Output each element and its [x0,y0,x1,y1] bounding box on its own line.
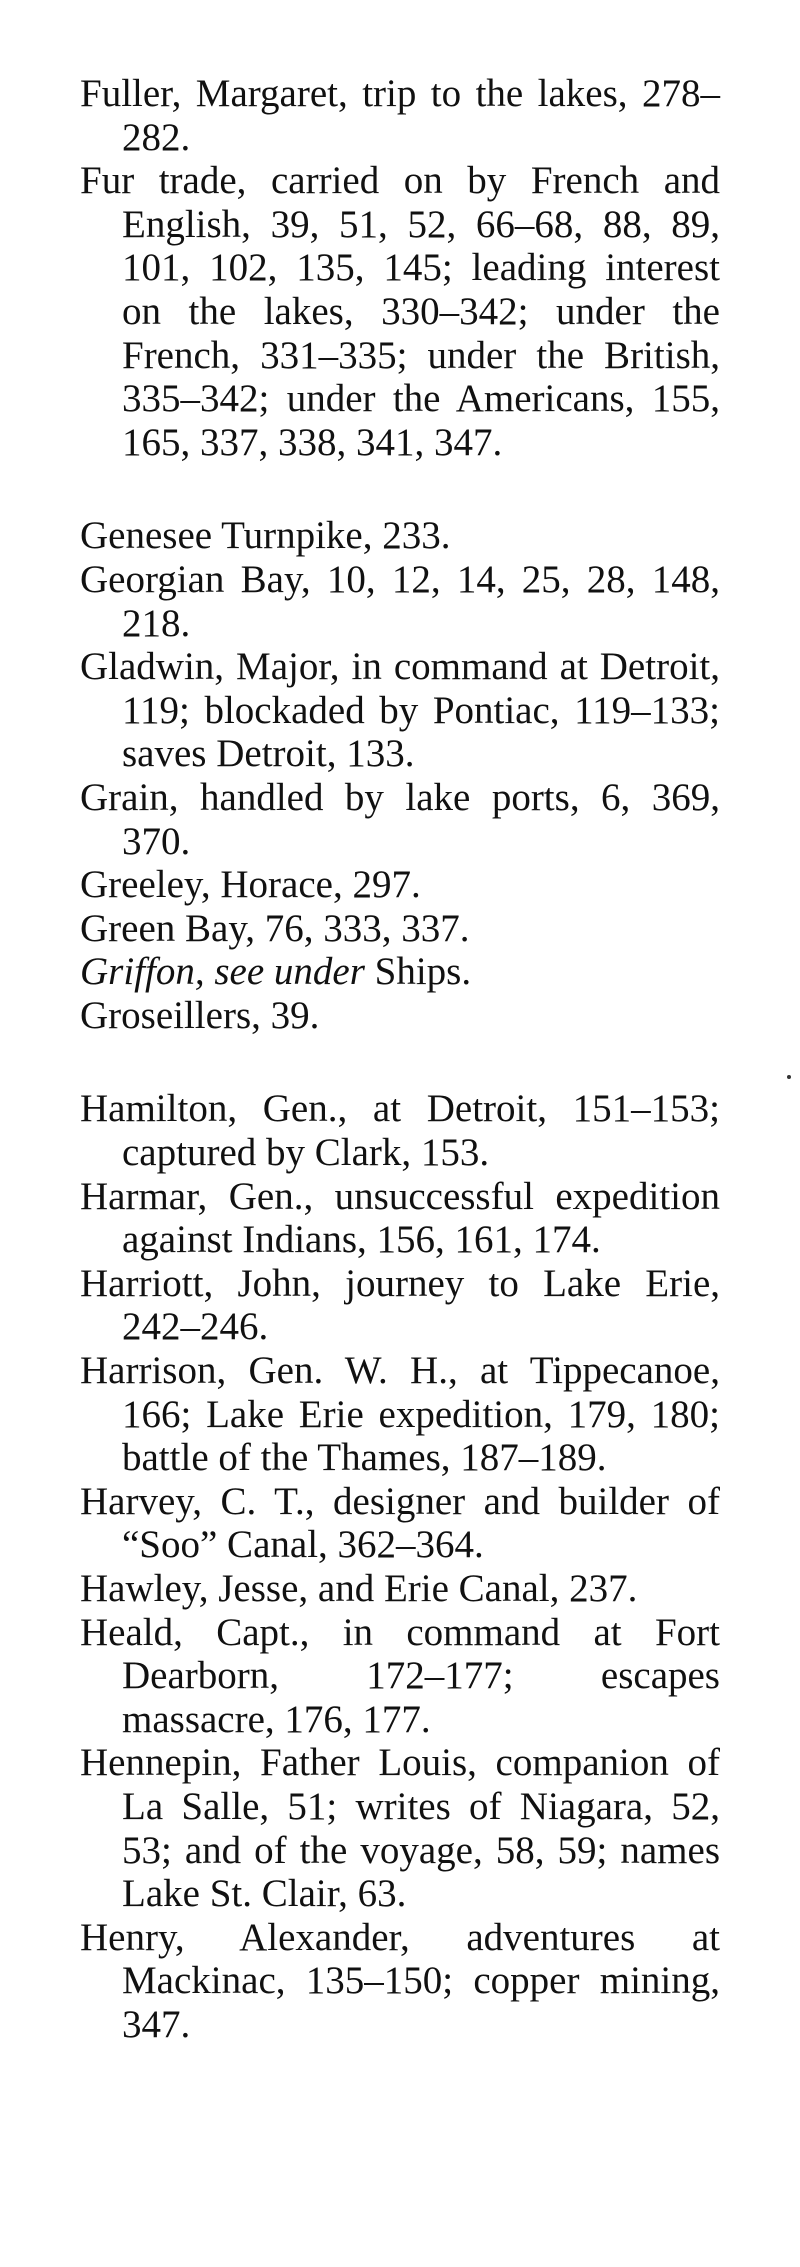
section-gap [80,464,720,514]
index-entry-henry-alexander [80,1916,720,2047]
entry-text: Genesee Turnpike, 233. [80,514,451,558]
entry-text: Green Bay, 76, 333, 337. [80,906,470,950]
entry-text: Harrison, Gen. W. H., at Tippecanoe, 166; Lake Erie expedition, 179, 180; battle of the Thames, 187–189. [80,1349,720,1480]
entry-text: Hawley, Jesse, and Erie Canal, 237. [80,1567,638,1610]
index-entry-green-bay [80,907,720,951]
entry-text: Greeley, Horace, 297. [80,863,421,907]
index-entry-hamilton-gen [80,1087,720,1174]
index-entry-fuller-margaret [80,72,720,159]
entry-text: Fuller, Margaret, trip to the lakes, 278–282. [80,72,720,159]
index-page [80,72,720,2047]
index-entry-harriott-john [80,1262,720,1349]
index-entry-griffon [80,950,720,994]
entry-text: Hamilton, Gen., at Detroit, 151–153; captured by Clark, 153. [80,1087,720,1175]
entry-text: Henry, Alexander, adventures at Mackinac, 135–150; copper mining, 347. [80,1915,720,2046]
entry-text: Harmar, Gen., unsuccessful expedition against Indians, 156, 161, 174. [80,1174,720,1262]
index-entry-hennepin-louis [80,1741,720,1915]
entry-text: Fur trade, carried on by French and English, 39, 51, 52, 66–68, 88, 89, 101, 102, 135, 145; leading interest on the lakes, 330–342; under the French, 331–335; under the British, 335–342; under the Americans, 155, 165, 337, 338, 341, 347. [80,159,720,464]
index-entry-genesee-turnpike [80,514,720,558]
index-entry-fur-trade [80,159,720,464]
entry-text: Gladwin, Major, in command at Detroit, 119; blockaded by Pontiac, 119–133; saves Detroit, 133. [80,645,720,776]
index-entry-heald-capt [80,1611,720,1742]
index-entry-harvey-ct [80,1480,720,1567]
index-entry-harrison-gen [80,1349,720,1480]
index-entry-hawley-jesse [80,1567,720,1611]
index-entry-groseillers [80,994,720,1038]
index-entry-georgian-bay [80,558,720,645]
entry-text: Georgian Bay, 10, 12, 14, 25, 28, 148, 218. [80,557,720,645]
entry-italic-text: Griffon, see under [80,950,365,994]
index-entry-harmar-gen [80,1175,720,1262]
entry-text: Groseillers, 39. [80,993,320,1037]
section-gap [80,1037,720,1087]
ink-speck [787,1075,791,1079]
entry-text: Harriott, John, journey to Lake Erie, 242–246. [80,1261,720,1349]
index-entry-gladwin-major [80,645,720,776]
index-entry-grain [80,776,720,863]
index-entry-greeley-horace [80,863,720,907]
entry-text: Ships. [374,950,472,994]
entry-text: Harvey, C. T., designer and builder of “Soo” Canal, 362–364. [80,1479,720,1567]
entry-text: Heald, Capt., in command at Fort Dearborn, 172–177; escapes massacre, 176, 177. [80,1610,720,1741]
entry-text: Grain, handled by lake ports, 6, 369, 370. [80,775,720,863]
entry-text: Hennepin, Father Louis, companion of La Salle, 51; writes of Niagara, 52, 53; and of the voyage, 58, 59; names Lake St. Clair, 63. [80,1741,720,1916]
